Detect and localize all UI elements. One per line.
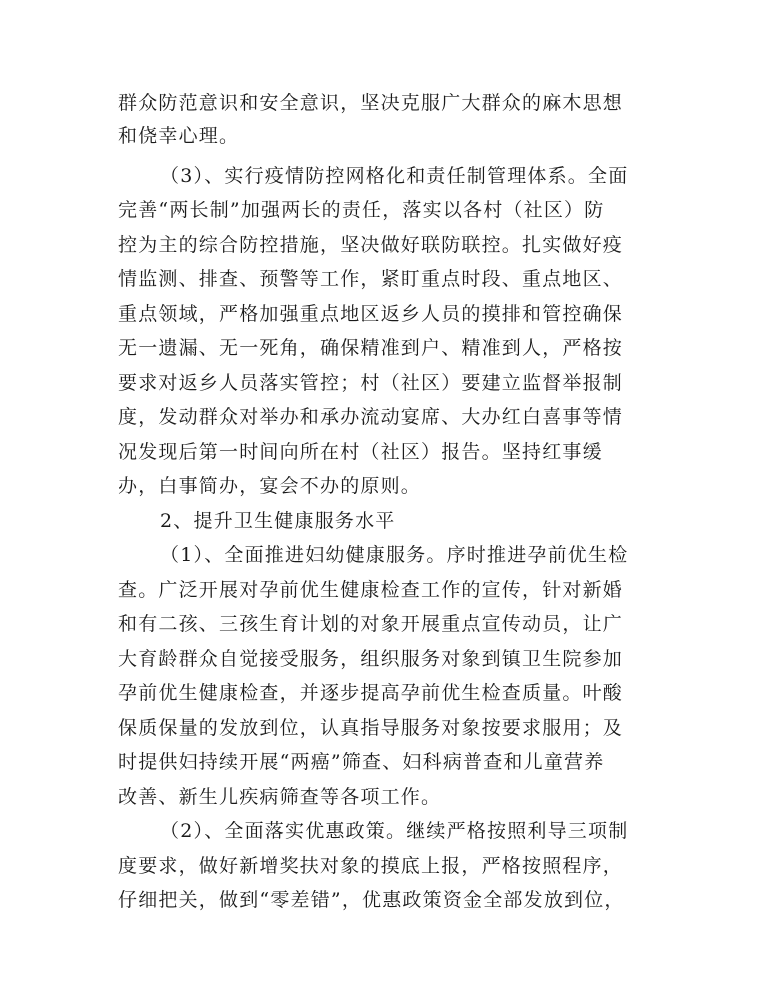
text-line-15: 查。广泛开展对孕前优生健康检查工作的宣传，针对新婚 — [118, 579, 624, 601]
text-line-19: 保质保量的发放到位，认真指导服务对象按要求服用；及 — [118, 717, 624, 739]
text-line-9: 要求对返乡人员落实管控；村（社区）要建立监督举报制 — [118, 372, 624, 394]
text-line-10: 度，发动群众对举办和承办流动宴席、大办红白喜事等情 — [118, 406, 624, 428]
text-line-7: 重点领域，严格加强重点地区返乡人员的摸排和管控确保 — [118, 303, 624, 325]
text-line-22: （2）、全面落实优惠政策。继续严格按照利导三项制 — [160, 820, 629, 842]
text-line-2: 和侥幸心理。 — [118, 125, 240, 147]
section-heading: 2、提升卫生健康服务水平 — [160, 510, 396, 532]
text-line-4: 完善“两长制”加强两长的责任，落实以各村（社区）防 — [118, 199, 605, 221]
text-line-18: 孕前优生健康检查，并逐步提高孕前优生检查质量。叶酸 — [118, 682, 624, 704]
text-line-6: 情监测、排查、预警等工作，紧盯重点时段、重点地区、 — [118, 268, 624, 290]
text-line-23: 度要求，做好新增奖扶对象的摸底上报，严格按照程序， — [118, 855, 624, 877]
text-line-21: 改善、新生儿疾病筛查等各项工作。 — [118, 786, 442, 808]
text-line-5: 控为主的综合防控措施，坚决做好联防联控。扎实做好疫 — [118, 234, 624, 256]
text-line-11: 况发现后第一时间向所在村（社区）报告。坚持红事缓 — [118, 441, 603, 463]
text-line-17: 大育龄群众自觉接受服务，组织服务对象到镇卫生院参加 — [118, 648, 624, 670]
text-line-1: 群众防范意识和安全意识，坚决克服广大群众的麻木思想 — [118, 92, 624, 114]
text-line-16: 和有二孩、三孩生育计划的对象开展重点宣传动员，让广 — [118, 613, 624, 635]
text-line-14: （1）、全面推进妇幼健康服务。序时推进孕前优生检 — [160, 544, 629, 566]
text-line-12: 办，白事简办，宴会不办的原则。 — [118, 475, 422, 497]
text-line-3: （3）、实行疫情防控网格化和责任制管理体系。全面 — [160, 165, 629, 187]
text-line-24: 仔细把关，做到“零差错”，优惠政策资金全部发放到位， — [118, 889, 625, 911]
text-line-20: 时提供妇持续开展“两癌”筛查、妇科病普查和儿童营养 — [118, 751, 605, 773]
text-line-8: 无一遗漏、无一死角，确保精准到户、精准到人，严格按 — [118, 337, 624, 359]
